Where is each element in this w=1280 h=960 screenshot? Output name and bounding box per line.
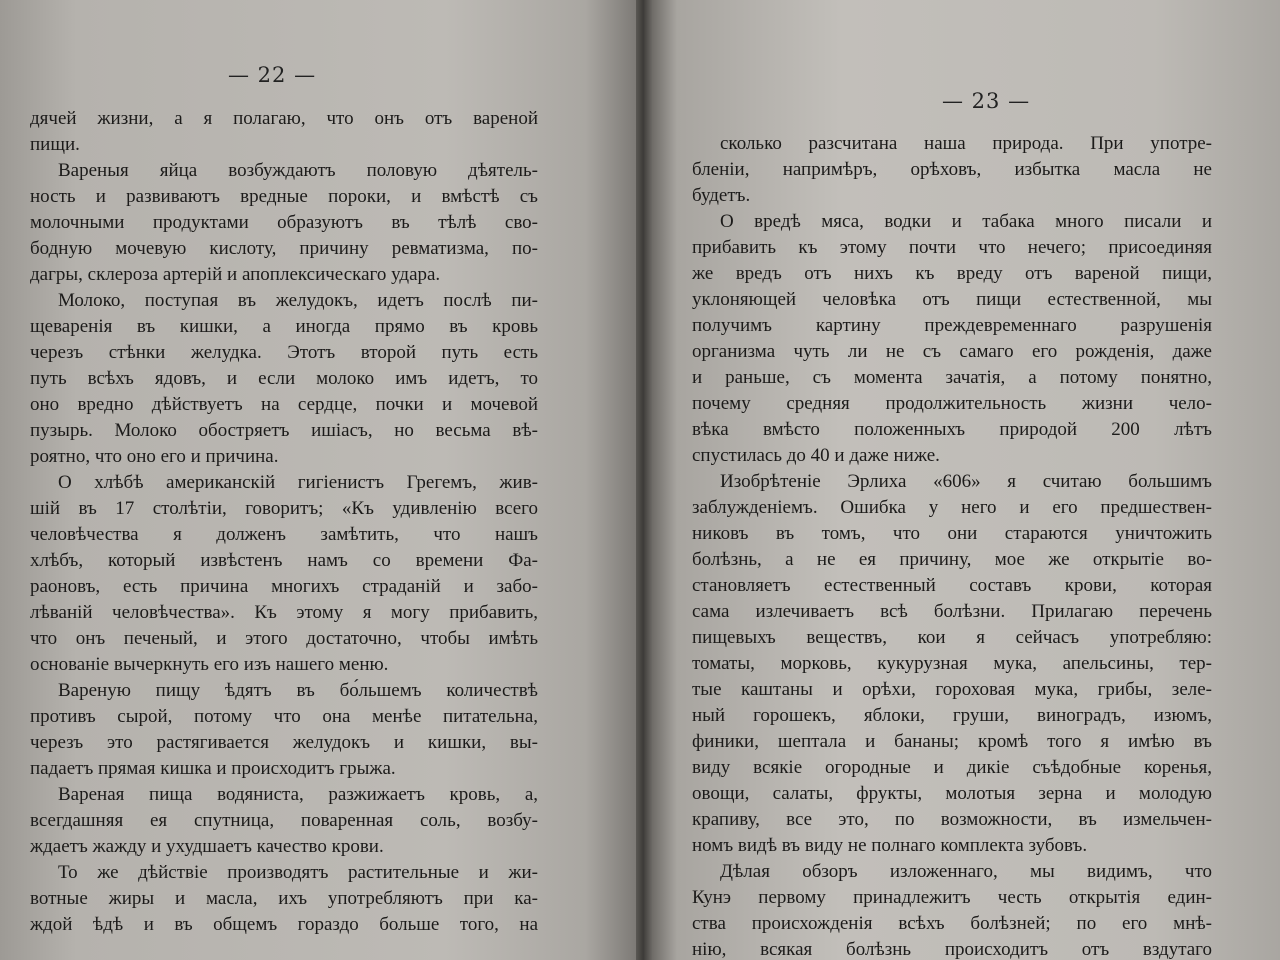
text-line: получимъ картину преждевременнаго разрушенія [692, 315, 1212, 336]
text-line: пищи. [30, 134, 80, 155]
text-line: дагры, склероза артерій и апоплексическаго удара. [30, 264, 441, 285]
text-line: почему средняя продолжительность жизни чело- [692, 393, 1212, 414]
text-line: вѣка вмѣсто положенныхъ природой 200 лѣтъ [692, 419, 1212, 440]
text-line: путь всѣхъ ядовъ, и если молоко имъ идетъ, то [30, 368, 538, 389]
text-line: бодную мочевую кислоту, причину ревматизма, по- [30, 238, 538, 259]
text-line: О хлѣбѣ американскій гигіенистъ Грегемъ, жив- [58, 472, 538, 493]
text-line: и раньше, съ момента зачатія, а потому понятно, [692, 367, 1212, 388]
text-line: тые каштаны и орѣхи, гороховая мука, грибы, зеле- [692, 679, 1212, 700]
text-line: крапиву, все это, по возможности, въ измельчен- [692, 809, 1212, 830]
text-line: То же дѣйствіе производятъ растительные и жи- [58, 862, 538, 883]
text-line: Вареную пищу ѣдятъ въ бо́льшемъ количествѣ [58, 680, 538, 701]
text-line: черезъ стѣнки желудка. Этотъ второй путь есть [30, 342, 538, 363]
text-line: Дѣлая обзоръ изложеннаго, мы видимъ, что [720, 861, 1212, 882]
text-line: основаніе вычеркнуть его изъ нашего меню. [30, 654, 389, 675]
text-line: падаетъ прямая кишка и происходитъ грыжа. [30, 758, 396, 779]
text-line: шій въ 17 столѣтіи, говоритъ; «Къ удивленію всего [30, 498, 538, 519]
text-line: оно вредно дѣйствуетъ на сердце, почки и мочевой [30, 394, 538, 415]
text-line: финики, шептала и бананы; кромѣ того я имѣю въ [692, 731, 1212, 752]
text-line: молочными продуктами образуютъ въ тѣлѣ сво- [30, 212, 538, 233]
text-line: организма чуть ли не съ самаго его рожденія, даже [692, 341, 1212, 362]
text-line: пузырь. Молоко обостряетъ ишіасъ, но весьма вѣ- [30, 420, 538, 441]
text-line: вотные жиры и масла, ихъ употребляютъ при ка- [30, 888, 538, 909]
text-line: Изобрѣтеніе Эрлиха «606» я считаю большимъ [720, 471, 1212, 492]
text-line: всегдашняя ея спутница, поваренная соль, возбу- [30, 810, 538, 831]
text-line: раоновъ, есть причина многихъ страданій и забо- [30, 576, 538, 597]
text-line: нію, всякая болѣзнь происходитъ отъ вздутаго [692, 939, 1212, 960]
text-line: ность и развиваютъ вредные пороки, и вмѣстѣ съ [30, 186, 538, 207]
text-line: хлѣбъ, который извѣстенъ намъ со времени Фа- [30, 550, 538, 571]
text-line: прибавить къ этому почти что нечего; присоединяя [692, 237, 1212, 258]
text-line: Вареная пища водяниста, разжижаетъ кровь, а, [58, 784, 538, 805]
right-page-text [692, 131, 1212, 960]
text-line: ный горошекъ, яблоки, груши, виноградъ, изюмъ, [692, 705, 1212, 726]
text-line: заблужденіемъ. Ошибка у него и его предшествен- [692, 497, 1212, 518]
text-line: становляетъ естественный составъ крови, которая [692, 575, 1212, 596]
book-gutter [636, 0, 652, 960]
text-line: человѣчества я долженъ замѣтить, что нашъ [30, 524, 538, 545]
text-line: сама излечиваетъ всѣ болѣзни. Прилагаю перечень [692, 601, 1212, 622]
left-page-text [30, 106, 538, 938]
text-line: болѣзнь, а не ея причину, мое же открытіе во- [692, 549, 1212, 570]
text-line: бленіи, напримѣръ, орѣховъ, избытка масла не [692, 159, 1212, 180]
text-line: сколько разсчитана наша природа. При употре- [720, 133, 1212, 154]
text-line: лѣваній человѣчества». Къ этому я могу прибавить, [30, 602, 538, 623]
text-line: овощи, салаты, фрукты, молотыя зерна и молодую [692, 783, 1212, 804]
text-line: Вареныя яйца возбуждаютъ половую дѣятель- [58, 160, 538, 181]
text-line: дячей жизни, а я полагаю, что онъ отъ вареной [30, 108, 538, 129]
page-number-left: — 22 — [228, 63, 317, 87]
text-line: роятно, что оно его и причина. [30, 446, 279, 467]
text-line: ства происхожденія всѣхъ болѣзней; по его мнѣ- [692, 913, 1212, 934]
right-page [652, 0, 1280, 960]
text-line: щеваренія въ кишки, а иногда прямо въ кровь [30, 316, 538, 337]
text-line: противъ сырой, потому что она менѣе питательна, [30, 706, 538, 727]
text-line: О вредѣ мяса, водки и табака много писали и [720, 211, 1212, 232]
text-line: что онъ печеный, и этого достаточно, чтобы имѣть [30, 628, 538, 649]
page-number-right: — 23 — [942, 89, 1031, 113]
text-line: Молоко, поступая въ желудокъ, идетъ послѣ пи- [58, 290, 538, 311]
text-line: же вредъ отъ нихъ къ вреду отъ вареной пищи, [692, 263, 1212, 284]
text-line: ждой ѣдѣ и въ общемъ гораздо больше того, на [30, 914, 538, 935]
text-line: будетъ. [692, 185, 751, 206]
text-line: номъ видѣ въ виду не полнаго комплекта зубовъ. [692, 835, 1088, 856]
text-line: томаты, морковь, кукурузная мука, апельсины, тер- [692, 653, 1212, 674]
text-line: пищевыхъ веществъ, кои я сейчасъ употребляю: [692, 627, 1212, 648]
text-line: виду всякіе огородные и дикіе съѣдобные коренья, [692, 757, 1212, 778]
text-line: Кунэ первому принадлежитъ честь открытія един- [692, 887, 1212, 908]
text-line: спустилась до 40 и даже ниже. [692, 445, 940, 466]
text-line: ждаетъ жажду и ухудшаетъ качество крови. [30, 836, 384, 857]
text-line: никовъ въ томъ, что они стараются уничтожить [692, 523, 1212, 544]
text-line: уклоняющей человѣка отъ пищи естественной, мы [692, 289, 1212, 310]
text-line: черезъ это растягивается желудокъ и кишки, вы- [30, 732, 538, 753]
left-page [0, 0, 636, 960]
